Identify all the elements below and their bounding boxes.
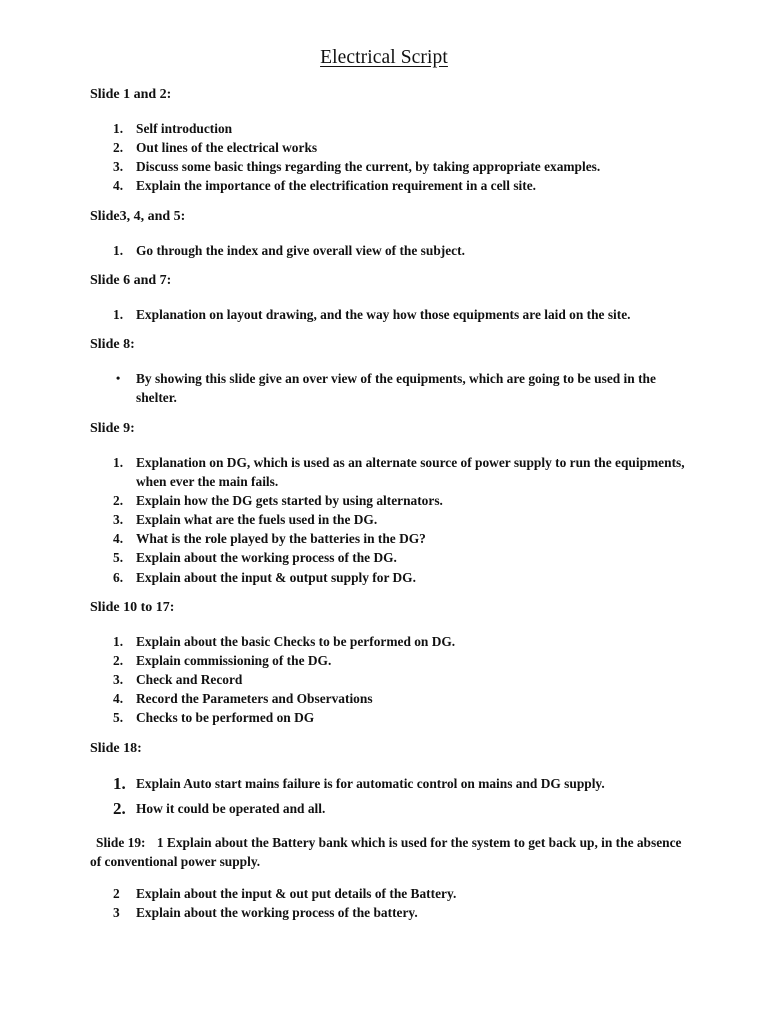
list-item [90,453,690,491]
list-marker: 1. [113,121,124,136]
list-item-text: Explain about the input & out put details of the Battery. [136,886,457,901]
list-marker: 6. [113,570,124,585]
list-item-text: Check and Record [136,672,243,687]
section-heading: Slide 9: [90,421,135,436]
list-marker: 5. [113,710,124,725]
list-item-text: Record the Parameters and Observations [136,691,373,706]
list-item [90,799,690,818]
list-marker: 5. [113,550,124,565]
list-item [90,568,690,587]
list-marker: 4. [113,178,124,193]
list-item-text: Out lines of the electrical works [136,140,318,155]
list-item [90,548,690,567]
list-item-text: Explanation on DG, which is used as an alternate source of power supply to run the equipments, when ever the main fails. [136,455,685,489]
list-marker: 2 [113,886,120,901]
list-item [90,491,690,510]
list-item [90,157,690,176]
list-item [90,138,690,157]
list-item-text: Explain about the working process of the battery. [136,905,418,920]
list-marker: 3. [113,512,124,527]
list-item-text: Explain what are the fuels used in the DG. [136,512,378,527]
section-heading: Slide 8: [90,337,135,352]
section-heading: Slide 1 and 2: [90,87,172,102]
list-item [90,369,690,407]
list-marker: 2. [113,799,126,818]
list-item-text: By showing this slide give an over view of the equipments, which are going to be used in the shelter. [136,371,656,405]
list-item [90,774,690,793]
list-marker: 4. [113,531,124,546]
list-marker: 3. [113,672,124,687]
list-item-text: Explain how the DG gets started by using alternators. [136,493,443,508]
list-item-text: Go through the index and give overall view of the subject. [136,243,465,258]
list-marker: 1. [113,243,124,258]
list-marker: 2. [113,653,124,668]
list-item-text: Checks to be performed on DG [136,710,315,725]
list-item [90,176,690,195]
list-marker: 1 [156,835,164,850]
list-item-text: What is the role played by the batteries in the DG? [136,531,426,546]
section-paragraph [90,833,690,871]
list-marker: 3. [113,159,124,174]
list-item-text: Explain about the basic Checks to be performed on DG. [136,634,456,649]
list-item-text: Explain Auto start mains failure is for automatic control on mains and DG supply. [136,776,605,791]
list-item [90,708,690,727]
list-item-text: Self introduction [136,121,233,136]
list-item-text: Explanation on layout drawing, and the way how those equipments are laid on the site. [136,307,631,322]
document-title: Electrical Script [320,47,448,68]
list-marker: 3 [113,905,120,920]
list-item-text: Explain commissioning of the DG. [136,653,332,668]
section-heading: Slide3, 4, and 5: [90,209,186,224]
list-item [90,305,690,324]
list-item [90,510,690,529]
list-item-text: Explain about the working process of the DG. [136,550,397,565]
paragraph-text: Explain about the Battery bank which is used for the system to get back up, in the absence of conventional power supply. [90,835,682,869]
list-marker: 4. [113,691,124,706]
list-item [90,119,690,138]
section-heading: Slide 10 to 17: [90,600,175,615]
list-marker: 1. [113,774,126,793]
bullet-marker: • [116,371,121,385]
list-item-text: Explain the importance of the electrification requirement in a cell site. [136,178,537,193]
list-marker: 2. [113,493,124,508]
list-item [90,670,690,689]
list-item [90,529,690,548]
list-marker: 1. [113,307,124,322]
list-marker: 2. [113,140,124,155]
list-item [90,632,690,651]
list-item [90,689,690,708]
list-item [90,241,690,260]
section-heading: Slide 18: [90,741,142,756]
list-item-text: How it could be operated and all. [136,801,326,816]
section-heading: Slide 6 and 7: [90,273,172,288]
list-item [90,903,690,922]
list-marker: 1. [113,634,124,649]
section-heading: Slide 19: [96,835,146,850]
list-item-text: Discuss some basic things regarding the current, by taking appropriate examples. [136,159,601,174]
list-item [90,651,690,670]
list-marker: 1. [113,455,124,470]
list-item-text: Explain about the input & output supply for DG. [136,570,416,585]
list-item [90,884,690,903]
